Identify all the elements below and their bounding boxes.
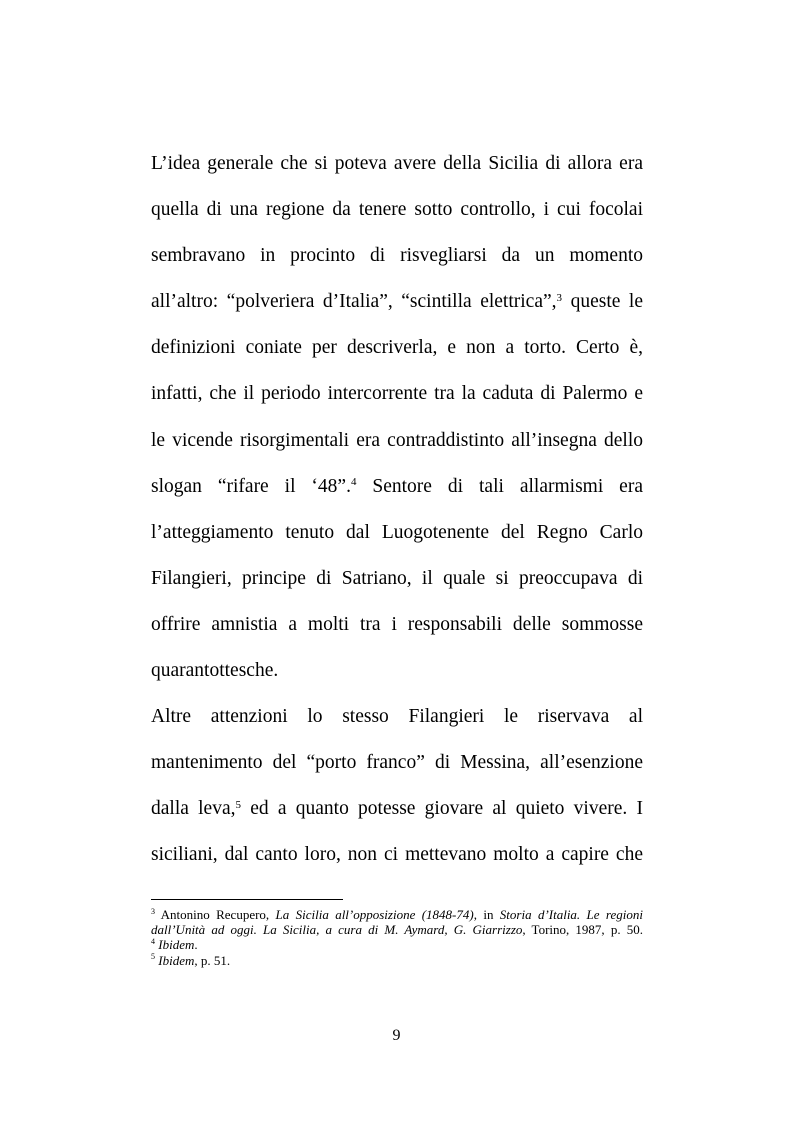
text-segment: ed a quanto potesse giovare al quieto vivere. I [240,798,643,820]
text-line: l’atteggiamento tenuto dal Luogotenente del Regno Carlo [151,521,643,543]
footnote-line [151,907,643,922]
text-segment: all’altro: “polveriera d’Italia”, “scintilla elettrica”, [151,291,557,313]
text-line: offrire amnistia a molti tra i responsabili delle sommosse [151,613,643,635]
text-line: L’idea generale che si poteva avere della Sicilia di allora era [151,153,643,174]
text-line: le vicende risorgimentali era contraddistinto all’insegna dello [151,429,643,451]
footnote-line [151,922,643,937]
text-segment: slogan “rifare il ‘48”. [151,475,351,497]
text-segment: queste le [562,291,643,313]
footnote-4 [151,937,643,952]
footnote-series-cont: dall’Unità ad oggi. La Sicilia, a cura di M. Aymard, G. Giarrizzo [151,922,523,938]
text-line: quarantottesche. [151,660,279,682]
text-line: Filangieri, principe di Satriano, il quale si preoccupava di [151,567,643,589]
footnote-series: Storia d’Italia. Le regioni [499,907,643,922]
page-number: 9 [392,1027,401,1044]
text-line: definizioni coniate per descriverla, e non a torto. Certo è, [151,337,643,359]
text-line: Altre attenzioni lo stesso Filangieri le riservava al [151,706,643,728]
footnote-text: , in [473,907,500,922]
footnote-5 [151,953,643,968]
footnote-title: La Sicilia all’opposizione (1848-74) [275,907,474,922]
text-line: infatti, che il periodo intercorrente tra la caduta di Palermo e [151,383,643,405]
footnote-marker: 5 [151,952,155,962]
footnote-ref-3[interactable]: 3 [556,291,563,304]
body-text [151,141,643,879]
text-segment: Sentore di tali allarmismi era [356,475,643,497]
text-line: quella di una regione da tenere sotto controllo, i cui focolai [151,199,643,221]
footnote-marker: 4 [151,937,155,947]
footnotes [151,907,643,968]
text-line: sembravano in procinto di risvegliarsi da un momento [151,245,643,267]
text-line [151,786,643,832]
footnote-3 [151,907,643,937]
footnote-ibidem: Ibidem [158,952,195,968]
footnote-text: , p. 51. [194,952,231,968]
footnote-ref-4[interactable]: 4 [350,476,357,489]
text-line [151,279,643,325]
footnote-ref-5[interactable]: 5 [235,798,241,811]
paragraph-2 [151,694,643,878]
footnote-separator [151,899,343,900]
text-line: siciliani, dal canto loro, non ci mettevano molto a capire che [151,844,643,866]
footnote-text: , Torino, 1987, p. 50. [522,922,643,938]
text-line: mantenimento del “porto franco” di Messina, all’esenzione [151,752,643,774]
text-segment: dalla leva, [151,798,236,820]
paragraph-1 [151,141,643,694]
footnote-ibidem: Ibidem [158,937,195,953]
footnote-text: . [194,937,198,953]
footnote-marker: 3 [151,906,155,916]
text-line [151,464,643,510]
footnote-author: Antonino Recupero, [155,907,276,922]
